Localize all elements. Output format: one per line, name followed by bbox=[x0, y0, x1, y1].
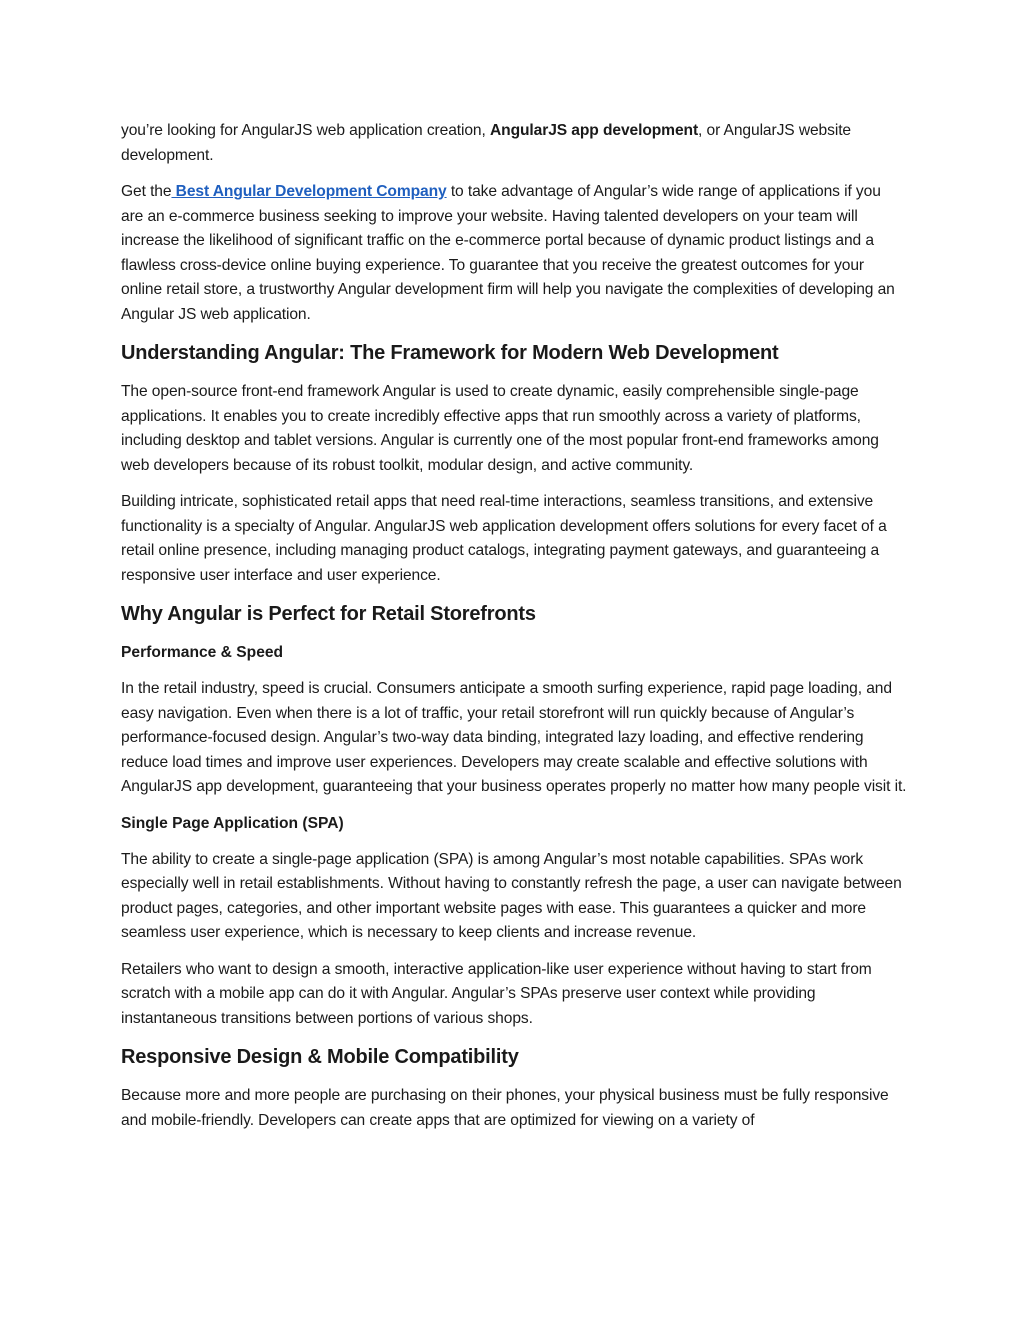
document-page bbox=[121, 119, 907, 1145]
subheading-spa: Single Page Application (SPA) bbox=[121, 814, 344, 832]
intro-text: Get the bbox=[121, 183, 172, 200]
best-angular-company-link[interactable]: Best Angular Development Company bbox=[171, 183, 447, 200]
intro-text-end: to take advantage of Angular’s wide range of applications if you are an e-commerce business seeking to improve your website. Having talented developers on your team will increase the likelihood of significant traffic on the e-commerce portal because of dynamic product listings and a flawless cross-device online buying experience. To guarantee that you receive the greatest outcomes for your online retail store, a trustworthy Angular development firm will help you navigate the complexities of developing an Angular JS web application. bbox=[121, 183, 895, 323]
intro-text: you’re looking for AngularJS web application creation, bbox=[121, 122, 490, 139]
intro-paragraph-2 bbox=[121, 180, 907, 327]
subheading-performance-speed: Performance & Speed bbox=[121, 644, 284, 661]
intro-paragraph-1 bbox=[121, 119, 907, 168]
intro-text-end: , or AngularJS website development. bbox=[121, 122, 851, 164]
intro-bold-phrase: AngularJS app development bbox=[489, 122, 699, 139]
section-heading-understanding-angular: Understanding Angular: The Framework for Modern Web Development bbox=[121, 342, 779, 364]
section-heading-why-angular: Why Angular is Perfect for Retail Storefronts bbox=[121, 603, 536, 625]
spa-paragraph-1: The ability to create a single-page application (SPA) is among Angular’s most notable capabilities. SPAs work especially well in retail establishments. Without having to constantly refresh the page, a user can navigate between product pages, categories, and other important website pages with ease. This guarantees a quicker and more seamless user experience, which is necessary to keep clients and increase revenue. bbox=[121, 850, 902, 941]
section1-paragraph-2: Building intricate, sophisticated retail apps that need real-time interactions, seamless transitions, and extensive functionality is a specialty of Angular. AngularJS web application development offers solutions for every facet of a retail online presence, including managing product catalogs, integrating payment gateways, and guaranteeing a responsive user interface and user experience. bbox=[121, 493, 887, 584]
section-heading-responsive-design: Responsive Design & Mobile Compatibility bbox=[121, 1046, 519, 1068]
responsive-paragraph: Because more and more people are purchasing on their phones, your physical business must be fully responsive and mobile-friendly. Developers can create apps that are optimized for viewing on a variety of bbox=[121, 1087, 889, 1129]
section1-paragraph-1: The open-source front-end framework Angular is used to create dynamic, easily comprehensible single-page applications. It enables you to create incredibly effective apps that run smoothly across a variety of platforms, including desktop and tablet versions. Angular is currently one of the most popular front-end frameworks among web developers because of its robust toolkit, modular design, and active community. bbox=[121, 383, 879, 474]
performance-paragraph: In the retail industry, speed is crucial. Consumers anticipate a smooth surfing experience, rapid page loading, and easy navigation. Even when there is a lot of traffic, your retail storefront will run quickly because of Angular’s performance-focused design. Angular’s two-way data binding, integrated lazy loading, and effective rendering reduce load times and improve user experiences. Developers may create scalable and effective solutions with AngularJS app development, guaranteeing that your business operates properly no matter how many people visit it. bbox=[121, 680, 907, 795]
spa-paragraph-2: Retailers who want to design a smooth, interactive application-like user experience without having to start from scratch with a mobile app can do it with Angular. Angular’s SPAs preserve user context while providing instantaneous transitions between portions of various shops. bbox=[121, 960, 872, 1027]
